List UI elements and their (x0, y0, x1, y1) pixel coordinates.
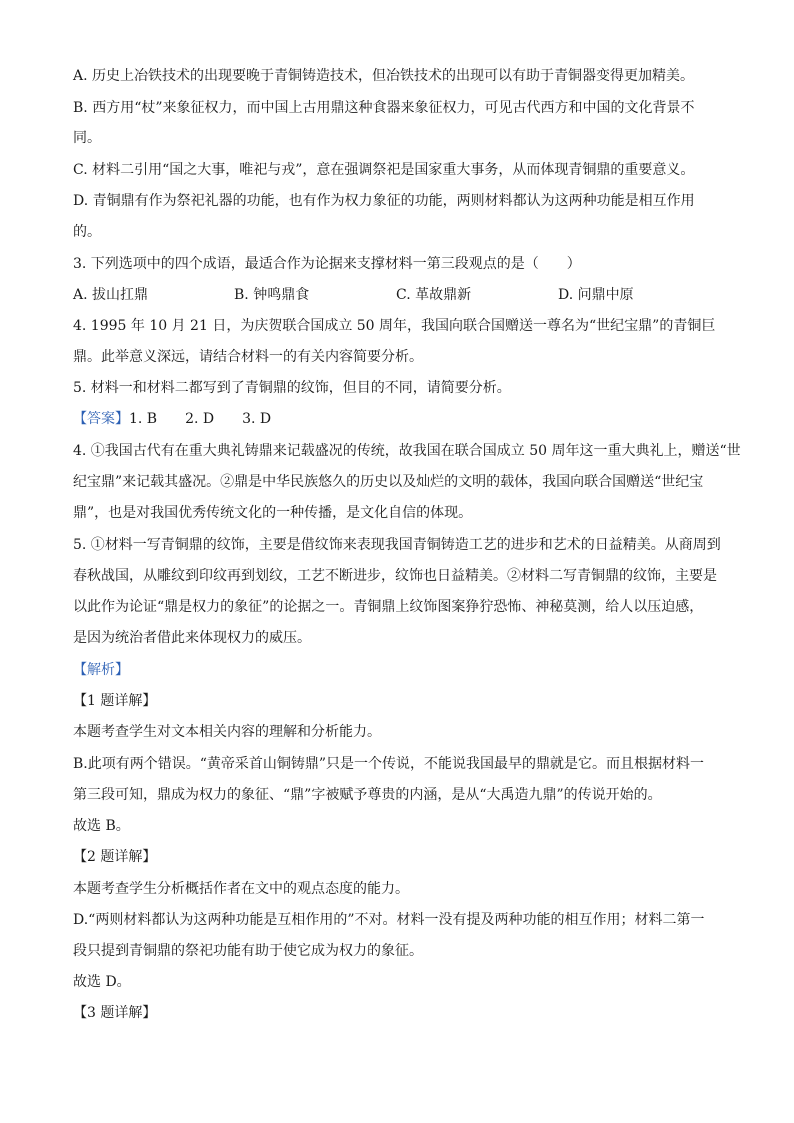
question-4-line2: 鼎。此举意义深远，请结合材料一的有关内容简要分析。 (73, 349, 423, 365)
answer-row (73, 409, 271, 429)
detail-1-conclusion: 故选 B。 (73, 818, 130, 834)
answer-5-line2: 春秋战国，从雕纹到印纹再到划纹，工艺不断进步，纹饰也日益精美。②材料二写青铜鼎的纹饰，主要是 (73, 568, 717, 584)
detail-1-line2: 第三段可知，鼎成为权力的象征、“鼎”字被赋予尊贵的内涵，是从“大禹造九鼎”的传说开始的。 (73, 787, 662, 803)
q3-option-c: C. 革故鼎新 (396, 287, 472, 303)
option-a: A. 历史上冶铁技术的出现要晚于青铜铸造技术，但冶铁技术的出现可以有助于青铜器变得更加精美。 (73, 68, 695, 84)
answer-4-line3: 鼎”，也是对我国优秀传统文化的一种传播，是文化自信的体现。 (73, 505, 473, 521)
answer-5-line3: 以此作为论证“鼎是权力的象征”的论据之一。青铜鼎上纹饰图案狰狞恐怖、神秘莫测，给人以压迫感， (73, 599, 704, 615)
detail-1-line1: B.此项有两个错误。“黄帝采首山铜铸鼎”只是一个传说，不能说我国最早的鼎就是它。而且根据材料一 (73, 756, 705, 772)
detail-2-line2: 段只提到青铜鼎的祭祀功能有助于使它成为权力的象征。 (73, 943, 423, 959)
option-d-line2: 的。 (73, 224, 101, 240)
detail-3-heading: 【3 题详解】 (73, 1005, 157, 1021)
question-5: 5. 材料一和材料二都写到了青铜鼎的纹饰，但目的不同，请简要分析。 (73, 380, 511, 396)
q3-option-b: B. 钟鸣鼎食 (234, 287, 310, 303)
analysis-label: 【解析】 (73, 662, 129, 678)
detail-2-line1: D.“两则材料都认为这两种功能是互相作用的”不对。材料一没有提及两种功能的相互作用；材料二第一 (73, 912, 705, 928)
answer-choices: 1. B 2. D 3. D (129, 411, 272, 427)
answer-5-line4: 是因为统治者借此来体现权力的威压。 (73, 630, 311, 646)
detail-2-conclusion: 故选 D。 (73, 974, 131, 990)
option-d-line1: D. 青铜鼎有作为祭祀礼器的功能，也有作为权力象征的功能，两则材料都认为这两种功能是相互作用 (73, 193, 695, 209)
question-3-stem: 3. 下列选项中的四个成语，最适合作为论据来支撑材料一第三段观点的是（ ） (73, 256, 581, 272)
detail-2-intro: 本题考查学生分析概括作者在文中的观点态度的能力。 (73, 881, 409, 897)
answer-4-line1: 4. ①我国古代有在重大典礼铸鼎来记载盛况的传统，故我国在联合国成立 50 周年这一重大典礼上，赠送“世 (73, 443, 741, 459)
option-b-line2: 同。 (73, 130, 101, 146)
answer-label: 【答案】 (73, 411, 129, 427)
answer-5-line1: 5. ①材料一写青铜鼎的纹饰，主要是借纹饰来表现我国青铜铸造工艺的进步和艺术的日益精美。从商周到 (73, 537, 721, 553)
detail-2-heading: 【2 题详解】 (73, 849, 157, 865)
option-c: C. 材料二引用“国之大事，唯祀与戎”，意在强调祭祀是国家重大事务，从而体现青铜鼎的重要意义。 (73, 162, 695, 178)
q3-option-d: D. 问鼎中原 (558, 287, 634, 303)
detail-1-heading: 【1 题详解】 (73, 693, 157, 709)
answer-4-line2: 纪宝鼎”来记载其盛况。②鼎是中华民族悠久的历史以及灿烂的文明的载体，我国向联合国赠送“世纪宝 (73, 474, 704, 490)
detail-1-intro: 本题考查学生对文本相关内容的理解和分析能力。 (73, 724, 381, 740)
option-b-line1: B. 西方用“杖”来象征权力，而中国上古用鼎这种食器来象征权力，可见古代西方和中国的文化背景不 (73, 100, 695, 116)
question-4-line1: 4. 1995 年 10 月 21 日，为庆贺联合国成立 50 周年，我国向联合国赠送一尊名为“世纪宝鼎”的青铜巨 (73, 318, 716, 334)
q3-option-a: A. 拔山扛鼎 (73, 287, 149, 303)
